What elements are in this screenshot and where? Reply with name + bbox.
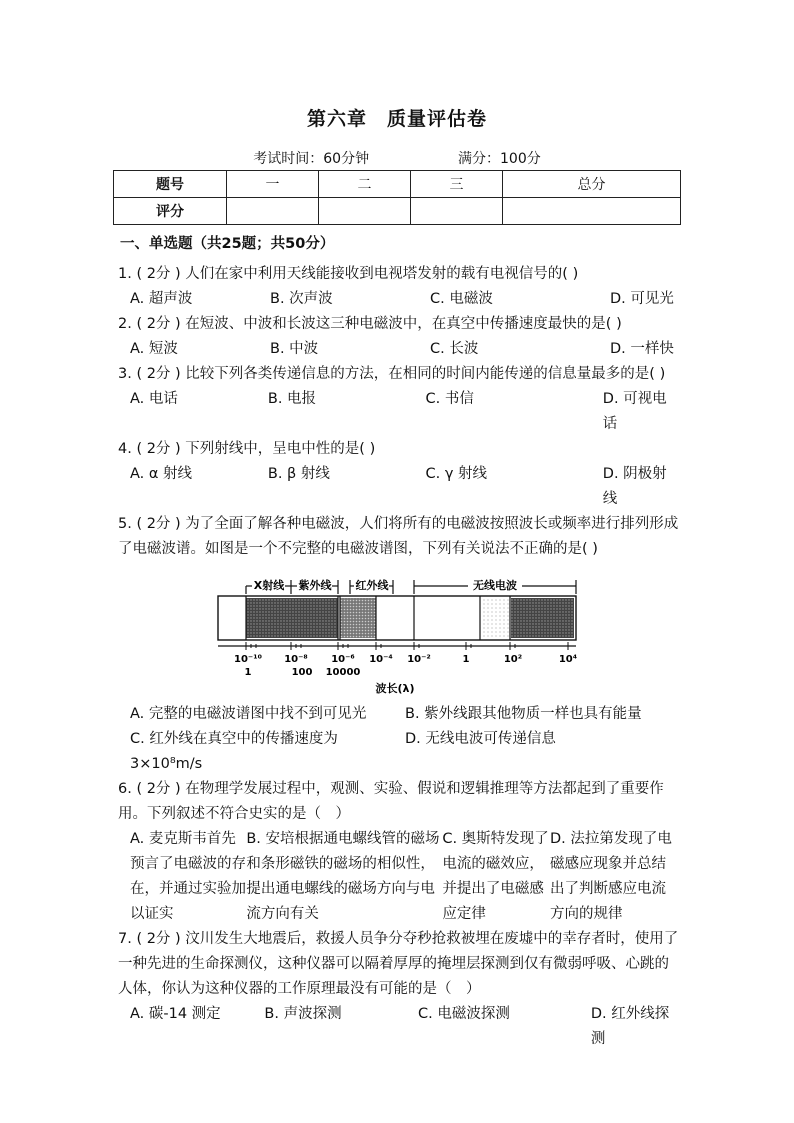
option-a[interactable]: A. 短波 (130, 341, 178, 357)
question-stem: 3. ( 2分 ) 比较下列各类传递信息的方法，在相同的时间内能传递的信息量最多的是( ) (118, 366, 666, 382)
tick-label: 10⁻¹⁰ (234, 654, 262, 665)
options-row (118, 337, 680, 362)
band-radio-dark (511, 598, 574, 638)
question-4 (118, 437, 680, 512)
option-d[interactable]: D. 红外线探测 (590, 1006, 670, 1047)
option-b[interactable]: B. 声波探测 (264, 1006, 342, 1022)
option-d[interactable]: D. 阴极射线 (602, 466, 667, 507)
option-c[interactable]: C. 书信 (425, 391, 474, 407)
option-b[interactable]: B. β 射线 (267, 466, 330, 482)
option-c[interactable]: C. 红外线在真空中的传播速度为 3×10⁸m/s (130, 731, 338, 772)
page-title: 第六章 质量评估卷 (306, 108, 487, 130)
option-b[interactable]: B. 安培根据通电螺线管的磁场和条形磁铁的磁场的相似性，提出通电螺线的磁场方向与电流方向有关 (246, 831, 440, 922)
label-xray: X射线 (253, 579, 285, 592)
question-3 (118, 362, 680, 437)
full-score: 满分：100分 (458, 151, 541, 167)
table-cell: 评分 (114, 198, 227, 225)
options-row (118, 287, 680, 312)
table-cell: 总分 (503, 171, 681, 198)
band-xray-uv (246, 598, 338, 638)
question-stem: 1. ( 2分 ) 人们在家中利用天线能接收到电视塔发射的载有电视信号的( ) (118, 266, 579, 282)
options-list (118, 827, 680, 927)
score-table-row (114, 171, 681, 198)
tick-label: 10⁻⁸ (284, 654, 308, 665)
option-c[interactable]: C. 奥斯特发现了电流的磁效应，并提出了电磁感应定律 (442, 831, 549, 922)
options-row (118, 1002, 680, 1052)
question-stem: 5. ( 2分 ) 为了全面了解各种电磁波，人们将所有的电磁波按照波长或频率进行排列形成了电磁波谱。如图是一个不完整的电磁波谱图，下列有关说法不正确的是( ) (118, 516, 679, 557)
exam-info (0, 148, 794, 168)
label-radio: 无线电波 (473, 579, 517, 592)
options-row (118, 462, 680, 512)
option-a[interactable]: A. 麦克斯韦首先预言了电磁波的存在，并通过实验加以证实 (130, 831, 246, 922)
question-stem: 2. ( 2分 ) 在短波、中波和长波这三种电磁波中，在真空中传播速度最快的是( ) (118, 316, 622, 332)
question-1 (118, 262, 680, 312)
option-b[interactable]: B. 次声波 (270, 291, 333, 307)
option-d[interactable]: D. 可视电话 (602, 391, 667, 432)
table-cell: 二 (319, 171, 411, 198)
option-d[interactable]: D. 可见光 (610, 291, 674, 307)
tick-label: 10⁻² (407, 654, 431, 665)
option-c[interactable]: C. 长波 (430, 341, 479, 357)
question-6 (118, 777, 680, 927)
option-a[interactable]: A. 超声波 (130, 291, 193, 307)
section-heading: 一、单选题（共25题；共50分） (120, 236, 335, 252)
question-2 (118, 312, 680, 362)
option-a[interactable]: A. 碳-14 测定 (130, 1006, 221, 1022)
table-cell: 一 (227, 171, 319, 198)
spectrum-diagram (118, 566, 680, 696)
options-row (118, 727, 680, 777)
score-input-cell[interactable] (227, 198, 319, 225)
option-a[interactable]: A. 电话 (130, 391, 178, 407)
band-radio-light (480, 598, 510, 638)
band-ir (340, 598, 376, 638)
question-5 (118, 512, 680, 777)
option-a[interactable]: A. 完整的电磁波谱图中找不到可见光 (130, 706, 367, 722)
option-c[interactable]: C. γ 射线 (425, 466, 488, 482)
spectrum-figure (118, 566, 680, 696)
question-stem: 4. ( 2分 ) 下列射线中，呈电中性的是( ) (118, 441, 376, 457)
score-input-cell[interactable] (319, 198, 411, 225)
option-c[interactable]: C. 电磁波探测 (418, 1006, 510, 1022)
tick-label: 10² (503, 654, 523, 665)
score-input-cell[interactable] (503, 198, 681, 225)
tick-label: 10000 (325, 667, 361, 678)
axis-label: 波长(λ) (375, 682, 415, 695)
option-d[interactable]: D. 法拉第发现了电磁感应现象并总结出了判断感应电流方向的规律 (549, 831, 672, 922)
option-b[interactable]: B. 紫外线跟其他物质一样也具有能量 (405, 706, 642, 722)
options-row (118, 702, 680, 727)
question-list (118, 262, 680, 1052)
option-d[interactable]: D. 无线电波可传递信息 (405, 731, 556, 747)
table-cell: 三 (411, 171, 503, 198)
score-table-row (114, 198, 681, 225)
question-stem: 7. ( 2分 ) 汶川发生大地震后，救援人员争分夺秒抢救被埋在废墟中的幸存者时，使用了一种先进的生命探测仪，这种仪器可以隔着厚厚的掩埋层探测到仅有微弱呼吸、心跳的人体，你认为这种仪器的工作原理最没有可能的是（ ） (118, 931, 679, 997)
label-ir: 红外线 (355, 579, 389, 592)
exam-time: 考试时间：60分钟 (253, 151, 370, 167)
tick-label: 10⁻⁶ (331, 654, 355, 665)
label-uv: 紫外线 (298, 579, 332, 592)
score-table (113, 170, 681, 225)
score-input-cell[interactable] (411, 198, 503, 225)
tick-label: 10⁴ (558, 654, 578, 665)
tick-label: 100 (291, 667, 313, 678)
option-b[interactable]: B. 电报 (267, 391, 317, 407)
option-b[interactable]: B. 中波 (270, 341, 319, 357)
tick-label: 1 (462, 654, 470, 665)
option-a[interactable]: A. α 射线 (130, 466, 193, 482)
options-row (118, 387, 680, 437)
tick-label: 1 (244, 667, 252, 678)
tick-label: 10⁻⁴ (369, 654, 393, 665)
question-7 (118, 927, 680, 1052)
option-d[interactable]: D. 一样快 (610, 341, 674, 357)
question-stem: 6. ( 2分 ) 在物理学发展过程中，观测、实验、假说和逻辑推理等方法都起到了重要作用。下列叙述不符合史实的是（ ） (118, 781, 664, 822)
option-c[interactable]: C. 电磁波 (430, 291, 493, 307)
table-cell: 题号 (114, 171, 227, 198)
